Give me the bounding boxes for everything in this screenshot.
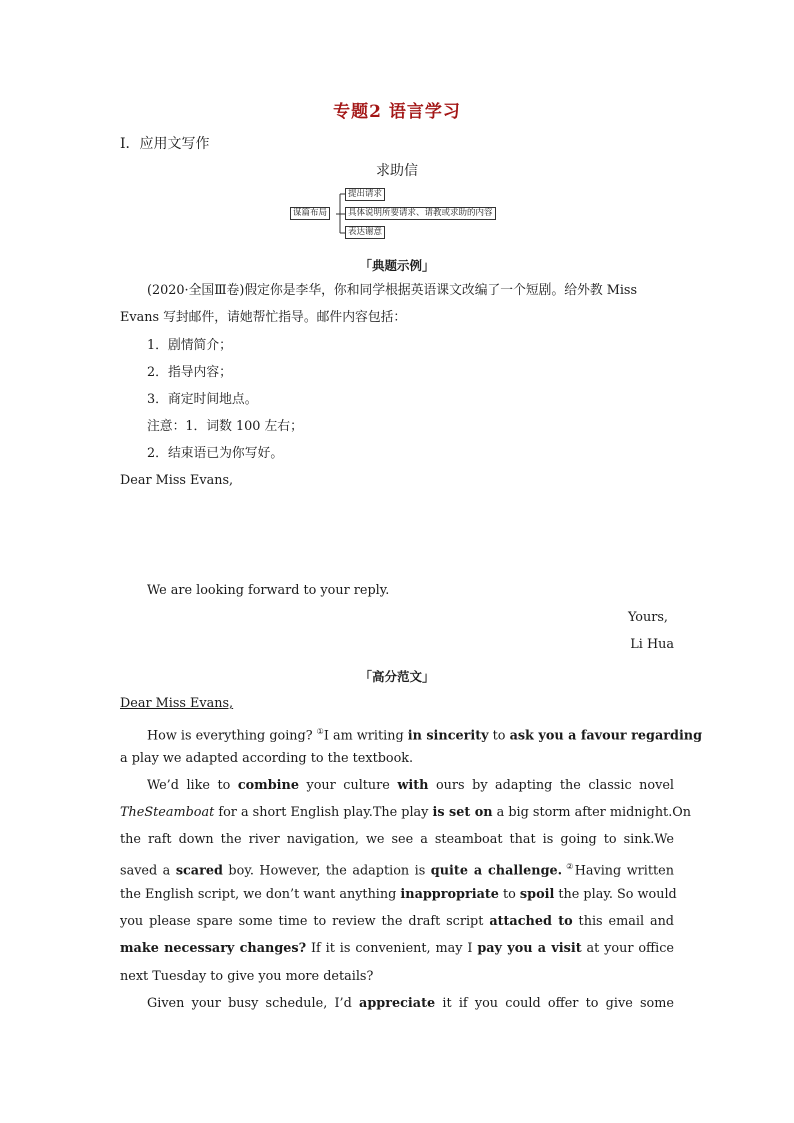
text: to [498, 887, 520, 902]
text: boy. However, the adaption is [222, 863, 431, 879]
phrase: combine [237, 778, 299, 793]
marker-1: ① [316, 727, 324, 736]
marker-2: ② [562, 862, 575, 871]
text: How is everything going? [147, 728, 317, 744]
phrase: make necessary changes? [120, 941, 307, 956]
structure-diagram [290, 186, 505, 242]
model-p1-line2: a play we adapted according to the textbook. [120, 751, 414, 766]
phrase: attached to [489, 914, 573, 929]
subtitle: 求助信 [376, 163, 418, 179]
text: it if you could offer to give some [435, 996, 674, 1011]
example-label: 「典题示例」 [359, 258, 435, 273]
model-p2-line5 [120, 887, 677, 903]
model-p1-line1 [147, 724, 703, 744]
diagram-item-3: 表达谢意 [345, 226, 385, 239]
prompt-point-1: 1．剧情简介； [147, 338, 232, 353]
phrase: ask you a favour regarding [509, 728, 703, 744]
text: We’d like to [147, 778, 238, 793]
model-p2-line4 [120, 859, 674, 879]
phrase: inappropriate [400, 887, 499, 902]
model-salutation: Dear Miss Evans, [120, 696, 234, 711]
model-p3-line1 [147, 996, 674, 1012]
prompt-line-2: Evans 写封邮件，请她帮忙指导。邮件内容包括： [120, 310, 407, 325]
model-p2-line2 [120, 805, 692, 821]
section-heading: Ⅰ．应用文写作 [120, 136, 210, 152]
novel-title: TheSteamboat [120, 805, 215, 820]
text: Having written [574, 863, 674, 879]
diagram-item-2: 具体说明所要请求、请教或求助的内容 [345, 207, 496, 220]
model-p2-line6 [120, 914, 674, 930]
template-name: Li Hua [630, 637, 674, 652]
text: the play. So would [554, 887, 677, 902]
text: you please spare some time to review the draft script [120, 914, 490, 929]
template-salutation: Dear Miss Evans, [120, 473, 234, 488]
phrase: pay you a visit [477, 941, 582, 956]
model-p2-line3: the raft down the river navigation, we see a steamboat that is going to sink.We [120, 832, 674, 847]
model-p2-line8: next Tuesday to give you more details? [120, 969, 374, 984]
template-sign-off: Yours, [627, 610, 668, 625]
text: If it is convenient, may I [306, 941, 478, 956]
text: for a short English play.The play [214, 805, 433, 820]
text: a big storm after midnight.On [492, 805, 692, 820]
text: at your office [581, 941, 674, 956]
page-title: 专题2 语言学习 [333, 102, 461, 122]
model-p2-line7 [120, 941, 674, 957]
model-label: 「高分范文」 [359, 669, 435, 684]
phrase: is set on [432, 805, 493, 820]
prompt-point-3: 3．商定时间地点。 [147, 392, 258, 407]
text: your culture [298, 778, 398, 793]
prompt-note-2: 2．结束语已为你写好。 [147, 446, 284, 461]
text: to [488, 728, 510, 744]
phrase: scared [175, 863, 223, 879]
phrase: spoil [519, 887, 555, 902]
text: Given your busy schedule, I’d [147, 996, 360, 1011]
text: saved a [120, 863, 176, 879]
phrase: quite a challenge. [430, 863, 563, 879]
model-p2-line1 [147, 778, 674, 794]
prompt-line-1: (2020·全国Ⅲ卷)假定你是李华，你和同学根据英语课文改编了一个短剧。给外教 Miss [147, 283, 638, 298]
text: ours by adapting the classic novel [428, 778, 674, 793]
phrase: in sincerity [407, 728, 489, 744]
text: the English script, we don’t want anything [120, 887, 401, 902]
text: I am writing [323, 728, 408, 744]
template-closing-line: We are looking forward to your reply. [147, 583, 390, 598]
text: this email and [572, 914, 675, 929]
phrase: appreciate [359, 996, 436, 1011]
diagram-root: 谋篇布局 [290, 207, 330, 220]
diagram-item-1: 提出请求 [345, 188, 385, 201]
prompt-note-1: 注意：1．词数 100 左右； [147, 419, 303, 434]
phrase: with [397, 778, 429, 793]
prompt-point-2: 2．指导内容； [147, 365, 232, 380]
